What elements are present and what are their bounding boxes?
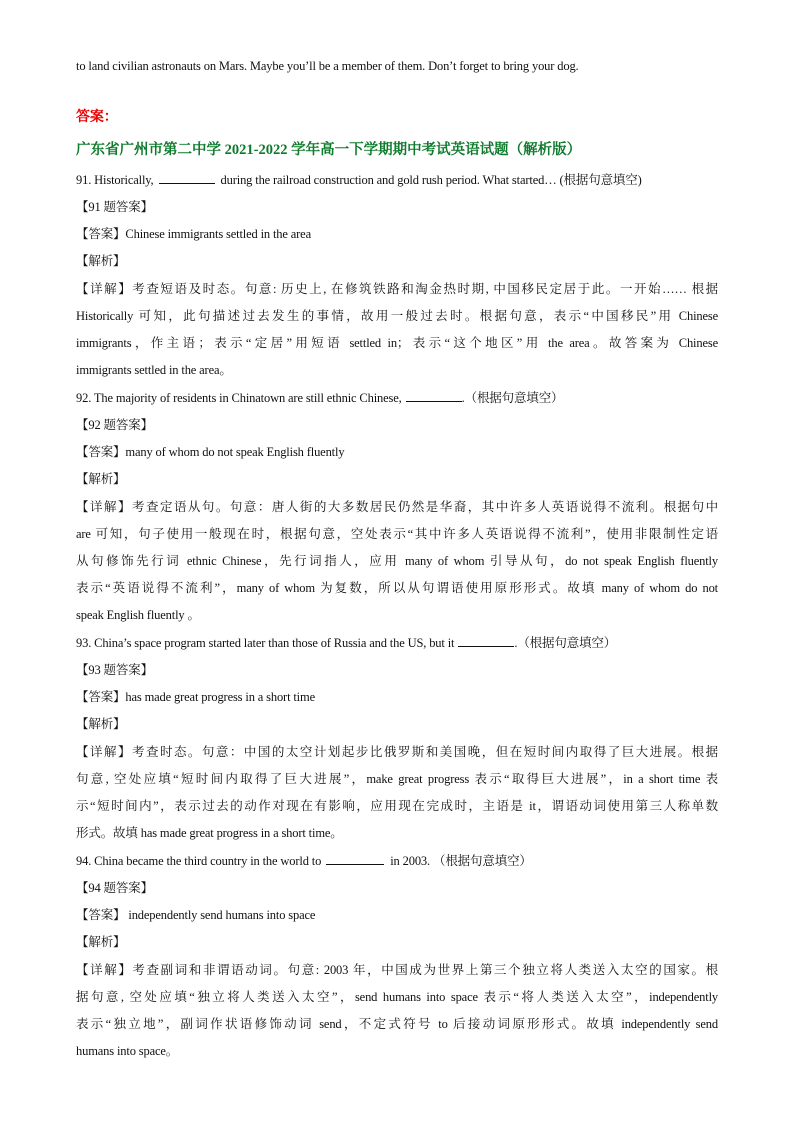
question-91-before: 91. Historically, — [76, 173, 154, 187]
question-93-tag: 【93 题答案】 — [76, 663, 153, 677]
answer-blank — [326, 853, 384, 865]
question-91-detail-line: immigrants，作主语；表示“定居”用短语 settled in；表示“这个地区”用 the area。故答案为 Chinese — [76, 336, 718, 350]
question-92-analysis-label: 【解析】 — [76, 472, 126, 486]
question-91-tag: 【91 题答案】 — [76, 200, 153, 214]
question-91-analysis-label: 【解析】 — [76, 254, 126, 268]
question-91 — [76, 172, 718, 188]
question-94 — [76, 853, 718, 869]
question-93-analysis-label: 【解析】 — [76, 717, 126, 731]
question-94-before: 94. China became the third country in the world to — [76, 854, 322, 868]
intro-tail-text: to land civilian astronauts on Mars. Maybe you’ll be a member of them. Don’t forget to bring your dog. — [76, 59, 579, 73]
question-94-analysis-label: 【解析】 — [76, 935, 126, 949]
question-93-detail-line: 示“短时间内”，表示过去的动作对现在有影响，应用现在完成时，主语是 it，谓语动词使用第三人称单数 — [76, 799, 718, 813]
question-91-answer: 【答案】Chinese immigrants settled in the area — [76, 227, 311, 241]
question-93-before: 93. China’s space program started later than those of Russia and the US, but it — [76, 636, 455, 650]
question-94-detail-line: 表示“独立地”，副词作状语修饰动词 send，不定式符号 to 后接动词原形形式。故填 independently send — [76, 1017, 718, 1031]
question-93-answer: 【答案】has made great progress in a short time — [76, 690, 315, 704]
question-94-detail-line: humans into space。 — [76, 1044, 179, 1058]
question-93-detail-line: 形式。故填 has made great progress in a short time。 — [76, 826, 343, 840]
question-92-detail-line: 【详解】考查定语从句。句意：唐人街的大多数居民仍然是华裔，其中许多人英语说得不流利。根据句中 — [76, 500, 718, 514]
question-93-detail-line: 【详解】考查时态。句意：中国的太空计划起步比俄罗斯和美国晚，但在短时间内取得了巨大进展。根据 — [76, 745, 718, 759]
question-92-tag: 【92 题答案】 — [76, 418, 153, 432]
question-92-before: 92. The majority of residents in Chinatown are still ethnic Chinese, — [76, 391, 402, 405]
question-94-detail-line: 【详解】考查副词和非谓语动词。句意: 2003 年，中国成为世界上第三个独立将人类送入太空的国家。根 — [76, 963, 718, 977]
question-91-detail-line: immigrants settled in the area。 — [76, 363, 232, 377]
question-93-after: .（根据句意填空） — [514, 636, 617, 650]
question-92-detail-line: 从句修饰先行词 ethnic Chinese，先行词指人，应用 many of whom 引导从句，do not speak English fluently — [76, 554, 718, 568]
answer-blank — [159, 172, 215, 184]
question-92-detail-line: speak English fluently 。 — [76, 608, 200, 622]
question-94-tag: 【94 题答案】 — [76, 881, 153, 895]
question-94-detail-line: 据句意, 空处应填“独立将人类送入太空”，send humans into space 表示“将人类送入太空”，independently — [76, 990, 718, 1004]
question-91-detail-line: Historically 可知，此句描述过去发生的事情，故用一般过去时。根据句意，表示“中国移民”用 Chinese — [76, 309, 718, 323]
question-94-after: in 2003. （根据句意填空） — [390, 854, 532, 868]
question-92-answer: 【答案】many of whom do not speak English fluently — [76, 445, 345, 459]
answer-blank — [406, 390, 462, 402]
question-91-detail-line: 【详解】考查短语及时态。句意: 历史上, 在修筑铁路和淘金热时期, 中国移民定居于此。一开始…… 根据 — [76, 282, 718, 296]
question-94-answer: 【答案】 independently send humans into space — [76, 908, 316, 922]
question-92 — [76, 390, 718, 406]
question-92-after: .（根据句意填空） — [461, 391, 564, 405]
question-92-detail-line: 表示“英语说得不流利”，many of whom 为复数，所以从句谓语使用原形形式。故填 many of whom do not — [76, 581, 718, 595]
document-title: 广东省广州市第二中学 2021-2022 学年高一下学期期中考试英语试题（解析版） — [76, 142, 582, 158]
answer-blank — [458, 635, 514, 647]
question-91-after: during the railroad construction and gold rush period. What started… (根据句意填空) — [220, 173, 642, 187]
question-93-detail-line: 句意, 空处应填“短时间内取得了巨大进展”，make great progress 表示“取得巨大进展”，in a short time 表 — [76, 772, 718, 786]
question-92-detail-line: are 可知，句子使用一般现在时，根据句意，空处表示“其中许多人英语说得不流利”，使用非限制性定语 — [76, 527, 718, 541]
question-93 — [76, 635, 718, 651]
answers-heading: 答案： — [76, 110, 118, 125]
